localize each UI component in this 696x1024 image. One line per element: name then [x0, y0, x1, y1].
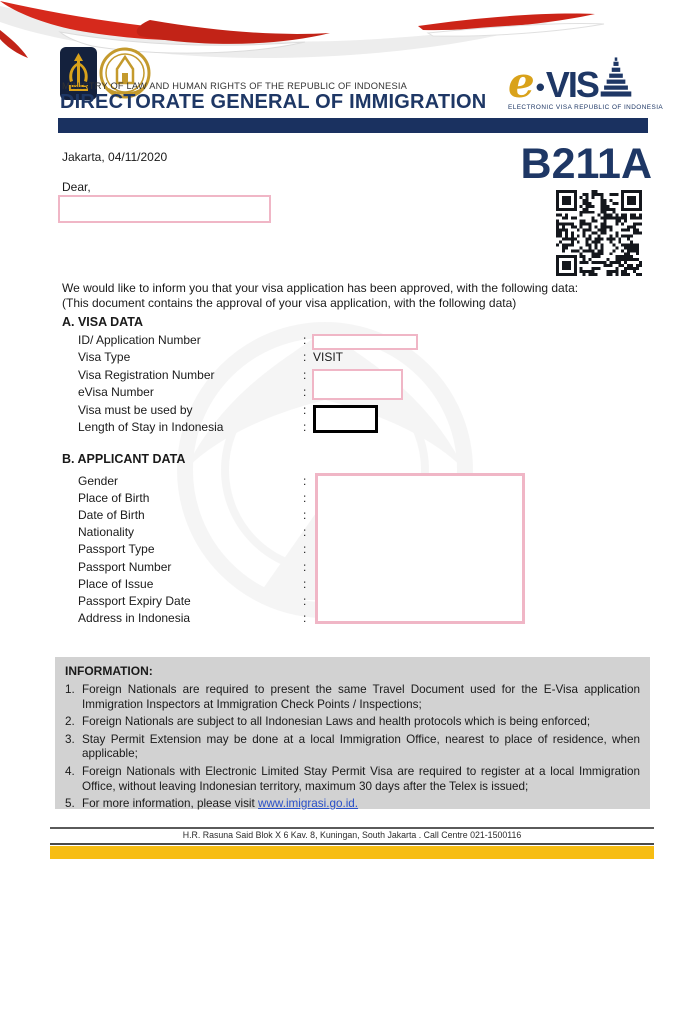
- intro-line-1: We would like to inform you that your visa application has been approved, with the following data:: [62, 281, 579, 295]
- temple-icon: [599, 57, 633, 102]
- visa-type-code: B211A: [520, 140, 652, 188]
- imigrasi-website-link[interactable]: www.imigrasi.go.id.: [258, 796, 359, 810]
- redacted-application-number: [312, 334, 418, 350]
- page-title: DIRECTORATE GENERAL OF IMMIGRATION: [60, 91, 487, 113]
- item-number: 2.: [65, 715, 75, 729]
- colon: :: [303, 525, 307, 540]
- footer-address: H.R. Rasuna Said Blok X 6 Kav. 8, Kuningan, South Jakarta . Call Centre 021-1500116: [182, 830, 522, 840]
- field-label: Place of Issue: [78, 576, 154, 591]
- information-heading: INFORMATION:: [65, 664, 153, 678]
- information-item-4: [65, 765, 640, 795]
- ministry-name: MINISTRY OF LAW AND HUMAN RIGHTS OF THE REPUBLIC OF INDONESIA: [62, 81, 408, 91]
- field-label: Passport Type: [78, 542, 155, 557]
- visa-data-heading: A. VISA DATA: [62, 315, 144, 329]
- colon: :: [303, 402, 307, 417]
- colon: :: [303, 332, 307, 347]
- colon: :: [303, 559, 307, 574]
- field-label: eVisa Number: [78, 385, 154, 400]
- field-label: Address in Indonesia: [78, 611, 191, 626]
- visa-data-rows: [62, 331, 622, 436]
- item-number: 1.: [65, 683, 75, 696]
- field-label: Nationality: [78, 525, 135, 540]
- field-value: VISIT: [313, 350, 344, 365]
- item-text: Foreign Nationals are required to present the same Travel Document used for the E-Visa application Immigration Inspectors at Immigration Check Points / Inspections;: [82, 683, 640, 711]
- evisa-logo: [508, 58, 664, 116]
- colon: :: [303, 611, 307, 626]
- header-divider-bar: [58, 118, 648, 133]
- field-label: Gender: [78, 473, 119, 488]
- redacted-registration-evisa-number: [312, 369, 403, 400]
- footer-gold-bar: [50, 846, 654, 859]
- item-text-prefix: For more information, please visit: [82, 796, 259, 810]
- item-text: Foreign Nationals with Electronic Limited Stay Permit Visa are required to register at a local Immigration Office, without leaving Indonesian territory, maximum 30 days after the Telex is issued;: [82, 764, 640, 793]
- item-number: 3.: [65, 732, 75, 746]
- item-text: Foreign Nationals are subject to all Indonesian Laws and health protocols which is being enforced;: [82, 715, 591, 729]
- evisa-logo-e: e: [508, 58, 535, 107]
- colon: :: [303, 576, 307, 591]
- field-label: Visa Registration Number: [78, 367, 215, 382]
- information-item-2: [65, 715, 640, 730]
- field-label: Place of Birth: [78, 490, 150, 505]
- evisa-logo-dot: •: [535, 72, 545, 102]
- item-number: 5.: [65, 796, 75, 810]
- colon: :: [303, 507, 307, 522]
- field-label: Length of Stay in Indonesia: [78, 420, 224, 435]
- information-item-3: [65, 733, 640, 763]
- place-date: Jakarta, 04/11/2020: [62, 150, 168, 164]
- item-text: Stay Permit Extension may be done at a local Immigration Office, nearest to place of residence, when applicable;: [82, 732, 640, 761]
- colon: :: [303, 593, 307, 608]
- applicant-data-rows: [62, 472, 622, 627]
- evisa-logo-vis: VIS: [545, 64, 598, 105]
- redacted-applicant-details: [315, 473, 525, 624]
- field-label: Passport Number: [78, 559, 172, 574]
- item-number: 4.: [65, 764, 75, 778]
- colon: :: [303, 490, 307, 505]
- colon: :: [303, 385, 307, 400]
- colon: :: [303, 420, 307, 435]
- field-label: ID/ Application Number: [78, 332, 201, 347]
- field-label: Visa Type: [78, 350, 131, 365]
- information-item-1: [65, 683, 640, 713]
- item-text: [82, 797, 640, 812]
- colon: :: [303, 367, 307, 382]
- redacted-recipient-name: [58, 195, 271, 223]
- applicant-data-heading: B. APPLICANT DATA: [62, 452, 186, 466]
- salutation: Dear,: [62, 180, 91, 194]
- redacted-validity-stay: [313, 405, 378, 433]
- qr-code: [556, 190, 642, 276]
- information-item-5: [65, 797, 640, 812]
- colon: :: [303, 350, 307, 365]
- colon: :: [303, 473, 307, 488]
- intro-paragraph: [62, 281, 652, 311]
- footer-rule-bottom: [50, 843, 654, 845]
- field-label: Passport Expiry Date: [78, 593, 191, 608]
- visa-row-visa-type: [62, 349, 622, 367]
- intro-line-2: (This document contains the approval of your visa application, with the following data): [62, 296, 517, 310]
- footer-rule-top: [50, 827, 654, 829]
- information-box: [55, 657, 650, 809]
- evisa-tagline: ELECTRONIC VISA REPUBLIC OF INDONESIA: [508, 104, 664, 111]
- field-label: Visa must be used by: [78, 402, 193, 417]
- field-label: Date of Birth: [78, 507, 145, 522]
- colon: :: [303, 542, 307, 557]
